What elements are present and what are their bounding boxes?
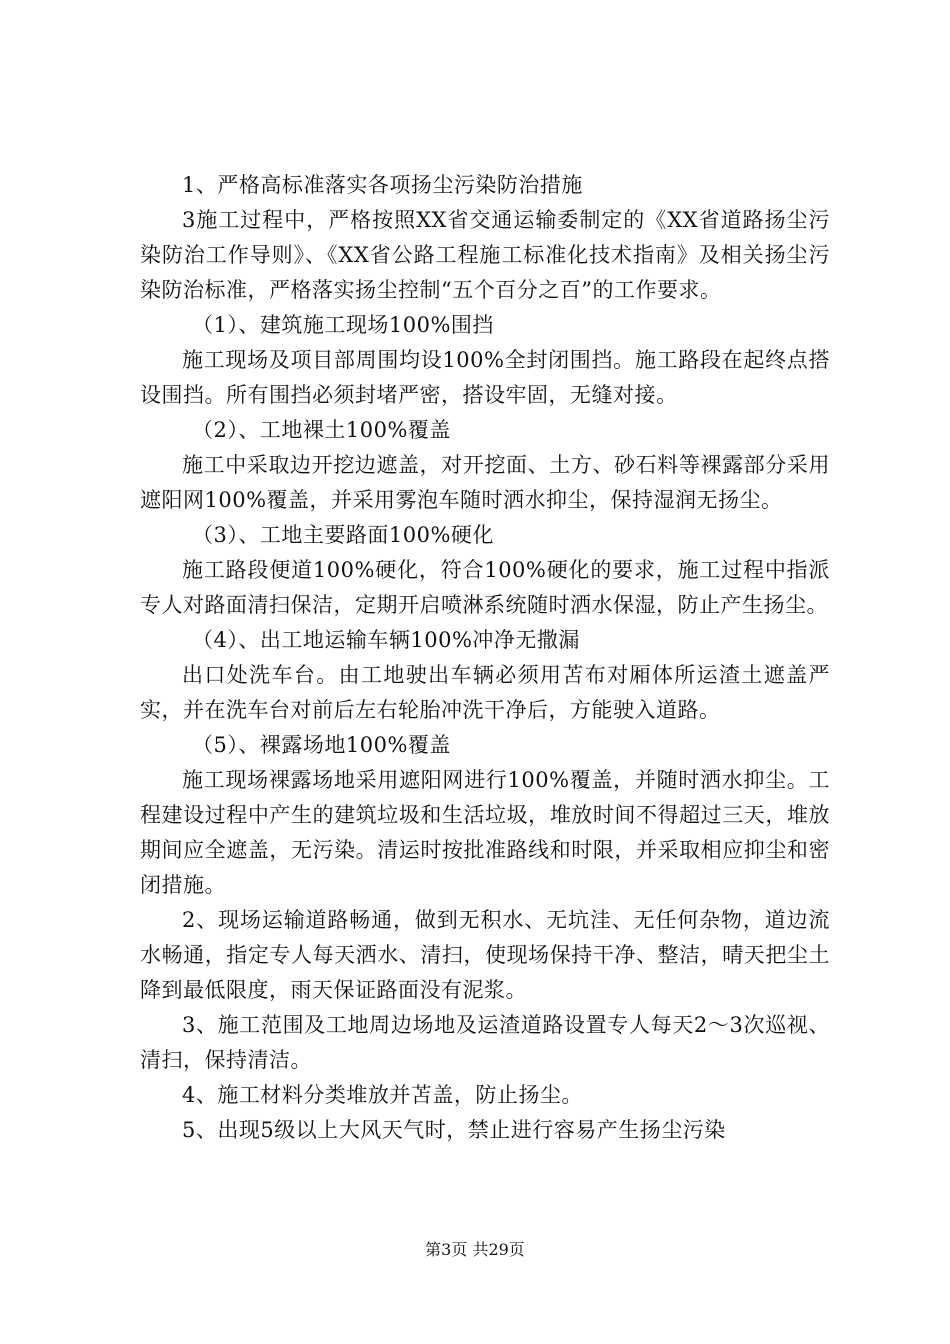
section-item-5: 5、出现5级以上大风天气时，禁止进行容易产生扬尘污染: [182, 1118, 726, 1142]
sub-heading-2: （2）、工地裸土100%覆盖: [192, 418, 451, 442]
sub-heading-4: （4）、出工地运输车辆100%冲净无撒漏: [192, 628, 580, 652]
section-item-2: 2、现场运输道路畅通，做到无积水、无坑洼、无任何杂物，道边流水畅通，指定专人每天洒水、清扫，使现场保持干净、整洁，晴天把尘土降到最低限度，雨天保证路面没有泥浆。: [140, 908, 830, 1002]
sub-heading-1: （1）、建筑施工现场100%围挡: [192, 313, 494, 337]
sub-heading-5: （5）、裸露场地100%覆盖: [192, 733, 451, 757]
paragraph-intro: 3施工过程中，严格按照XX省交通运输委制定的《XX省道路扬尘污染防治工作导则》、《XX省公路工程施工标准化技术指南》及相关扬尘污染防治标准，严格落实扬尘控制“五个百分之百”的工作要求。: [140, 208, 830, 302]
paragraph-exposed-site: 施工现场裸露场地采用遮阳网进行100%覆盖，并随时洒水抑尘。工程建设过程中产生的建筑垃圾和生活垃圾，堆放时间不得超过三天，堆放期间应全遮盖，无污染。清运时按批准路线和时限，并采取相应抑尘和密闭措施。: [140, 768, 830, 897]
section-item-4: 4、施工材料分类堆放并苫盖，防止扬尘。: [182, 1083, 583, 1107]
document-body: [140, 168, 830, 1148]
page-number-footer: 第3页 共29页: [425, 1240, 525, 1259]
paragraph-soil-cover: 施工中采取边开挖边遮盖，对开挖面、土方、砂石料等裸露部分采用遮阳网100%覆盖，并采用雾泡车随时洒水抑尘，保持湿润无扬尘。: [140, 453, 830, 512]
section-item-3: 3、施工范围及工地周边场地及运渣道路设置专人每天2～3次巡视、清扫，保持清洁。: [140, 1013, 830, 1072]
section-heading-1: 1、严格高标准落实各项扬尘污染防治措施: [182, 173, 583, 197]
sub-heading-3: （3）、工地主要路面100%硬化: [192, 523, 494, 547]
paragraph-enclosure: 施工现场及项目部周围均设100%全封闭围挡。施工路段在起终点搭设围挡。所有围挡必须封堵严密，搭设牢固，无缝对接。: [140, 348, 830, 407]
paragraph-road-hardening: 施工路段便道100%硬化，符合100%硬化的要求，施工过程中指派专人对路面清扫保洁，定期开启喷淋系统随时洒水保湿，防止产生扬尘。: [140, 558, 830, 617]
paragraph-vehicle-wash: 出口处洗车台。由工地驶出车辆必须用苫布对厢体所运渣土遮盖严实，并在洗车台对前后左右轮胎冲洗干净后，方能驶入道路。: [140, 663, 830, 722]
